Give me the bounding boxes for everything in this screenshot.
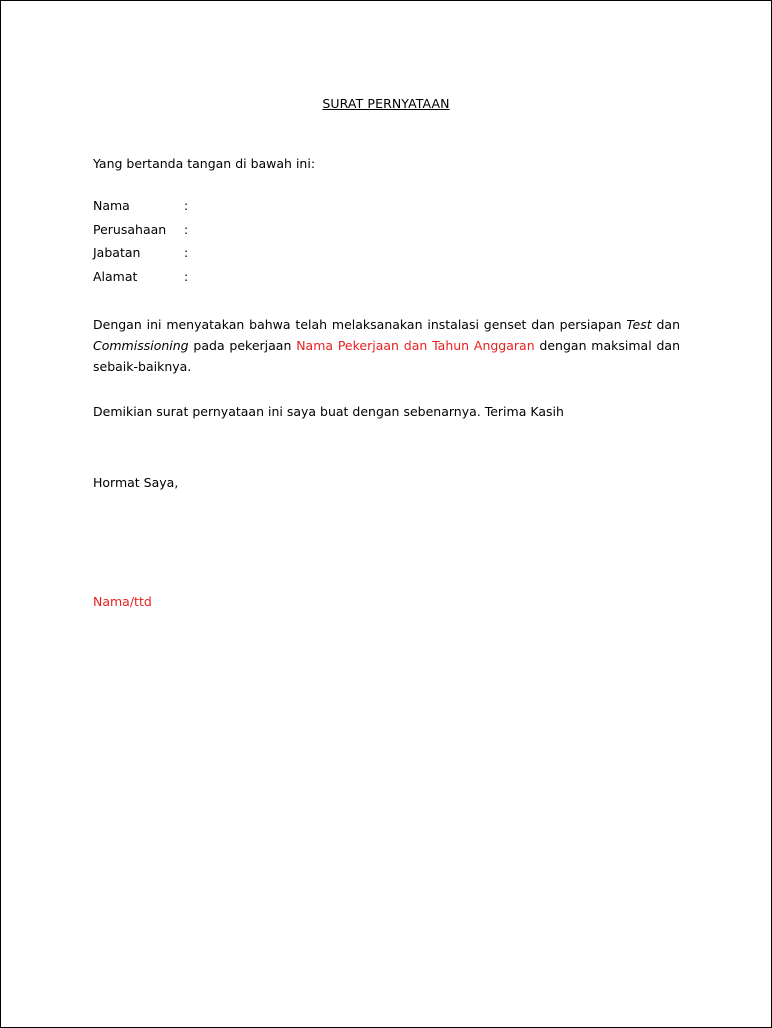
statement-text-1: Dengan ini menyatakan bahwa telah melaksanakan instalasi genset dan persiapan (93, 317, 627, 332)
statement-text-3: pada pekerjaan (188, 338, 297, 353)
field-label-jabatan: Jabatan (93, 245, 141, 260)
field-alamat (93, 269, 188, 287)
field-colon: : (184, 222, 189, 237)
statement-italic-commissioning: Commissioning (93, 338, 189, 353)
field-nama (93, 198, 188, 216)
closing-text: Demikian surat pernyataan ini saya buat dengan sebenarnya. Terima Kasih (93, 404, 564, 419)
field-jabatan (93, 245, 188, 263)
statement-paragraph (93, 314, 680, 377)
field-label-alamat: Alamat (93, 269, 138, 284)
statement-highlight: Nama Pekerjaan dan Tahun Anggaran (296, 338, 535, 353)
field-colon: : (184, 269, 189, 284)
document-title: SURAT PERNYATAAN (322, 96, 450, 111)
statement-text-4: dengan maksimal dan sebaik-baiknya. (93, 338, 680, 374)
field-perusahaan (93, 222, 188, 240)
field-colon: : (184, 245, 189, 260)
field-colon: : (184, 198, 189, 213)
intro-text: Yang bertanda tangan di bawah ini: (93, 156, 316, 171)
statement-italic-test: Test (626, 317, 652, 332)
salutation-text: Hormat Saya, (93, 475, 179, 490)
field-label-nama: Nama (93, 198, 130, 213)
field-label-perusahaan: Perusahaan (93, 222, 167, 237)
signature-placeholder: Nama/ttd (93, 594, 152, 609)
statement-text-2: dan (651, 317, 680, 332)
